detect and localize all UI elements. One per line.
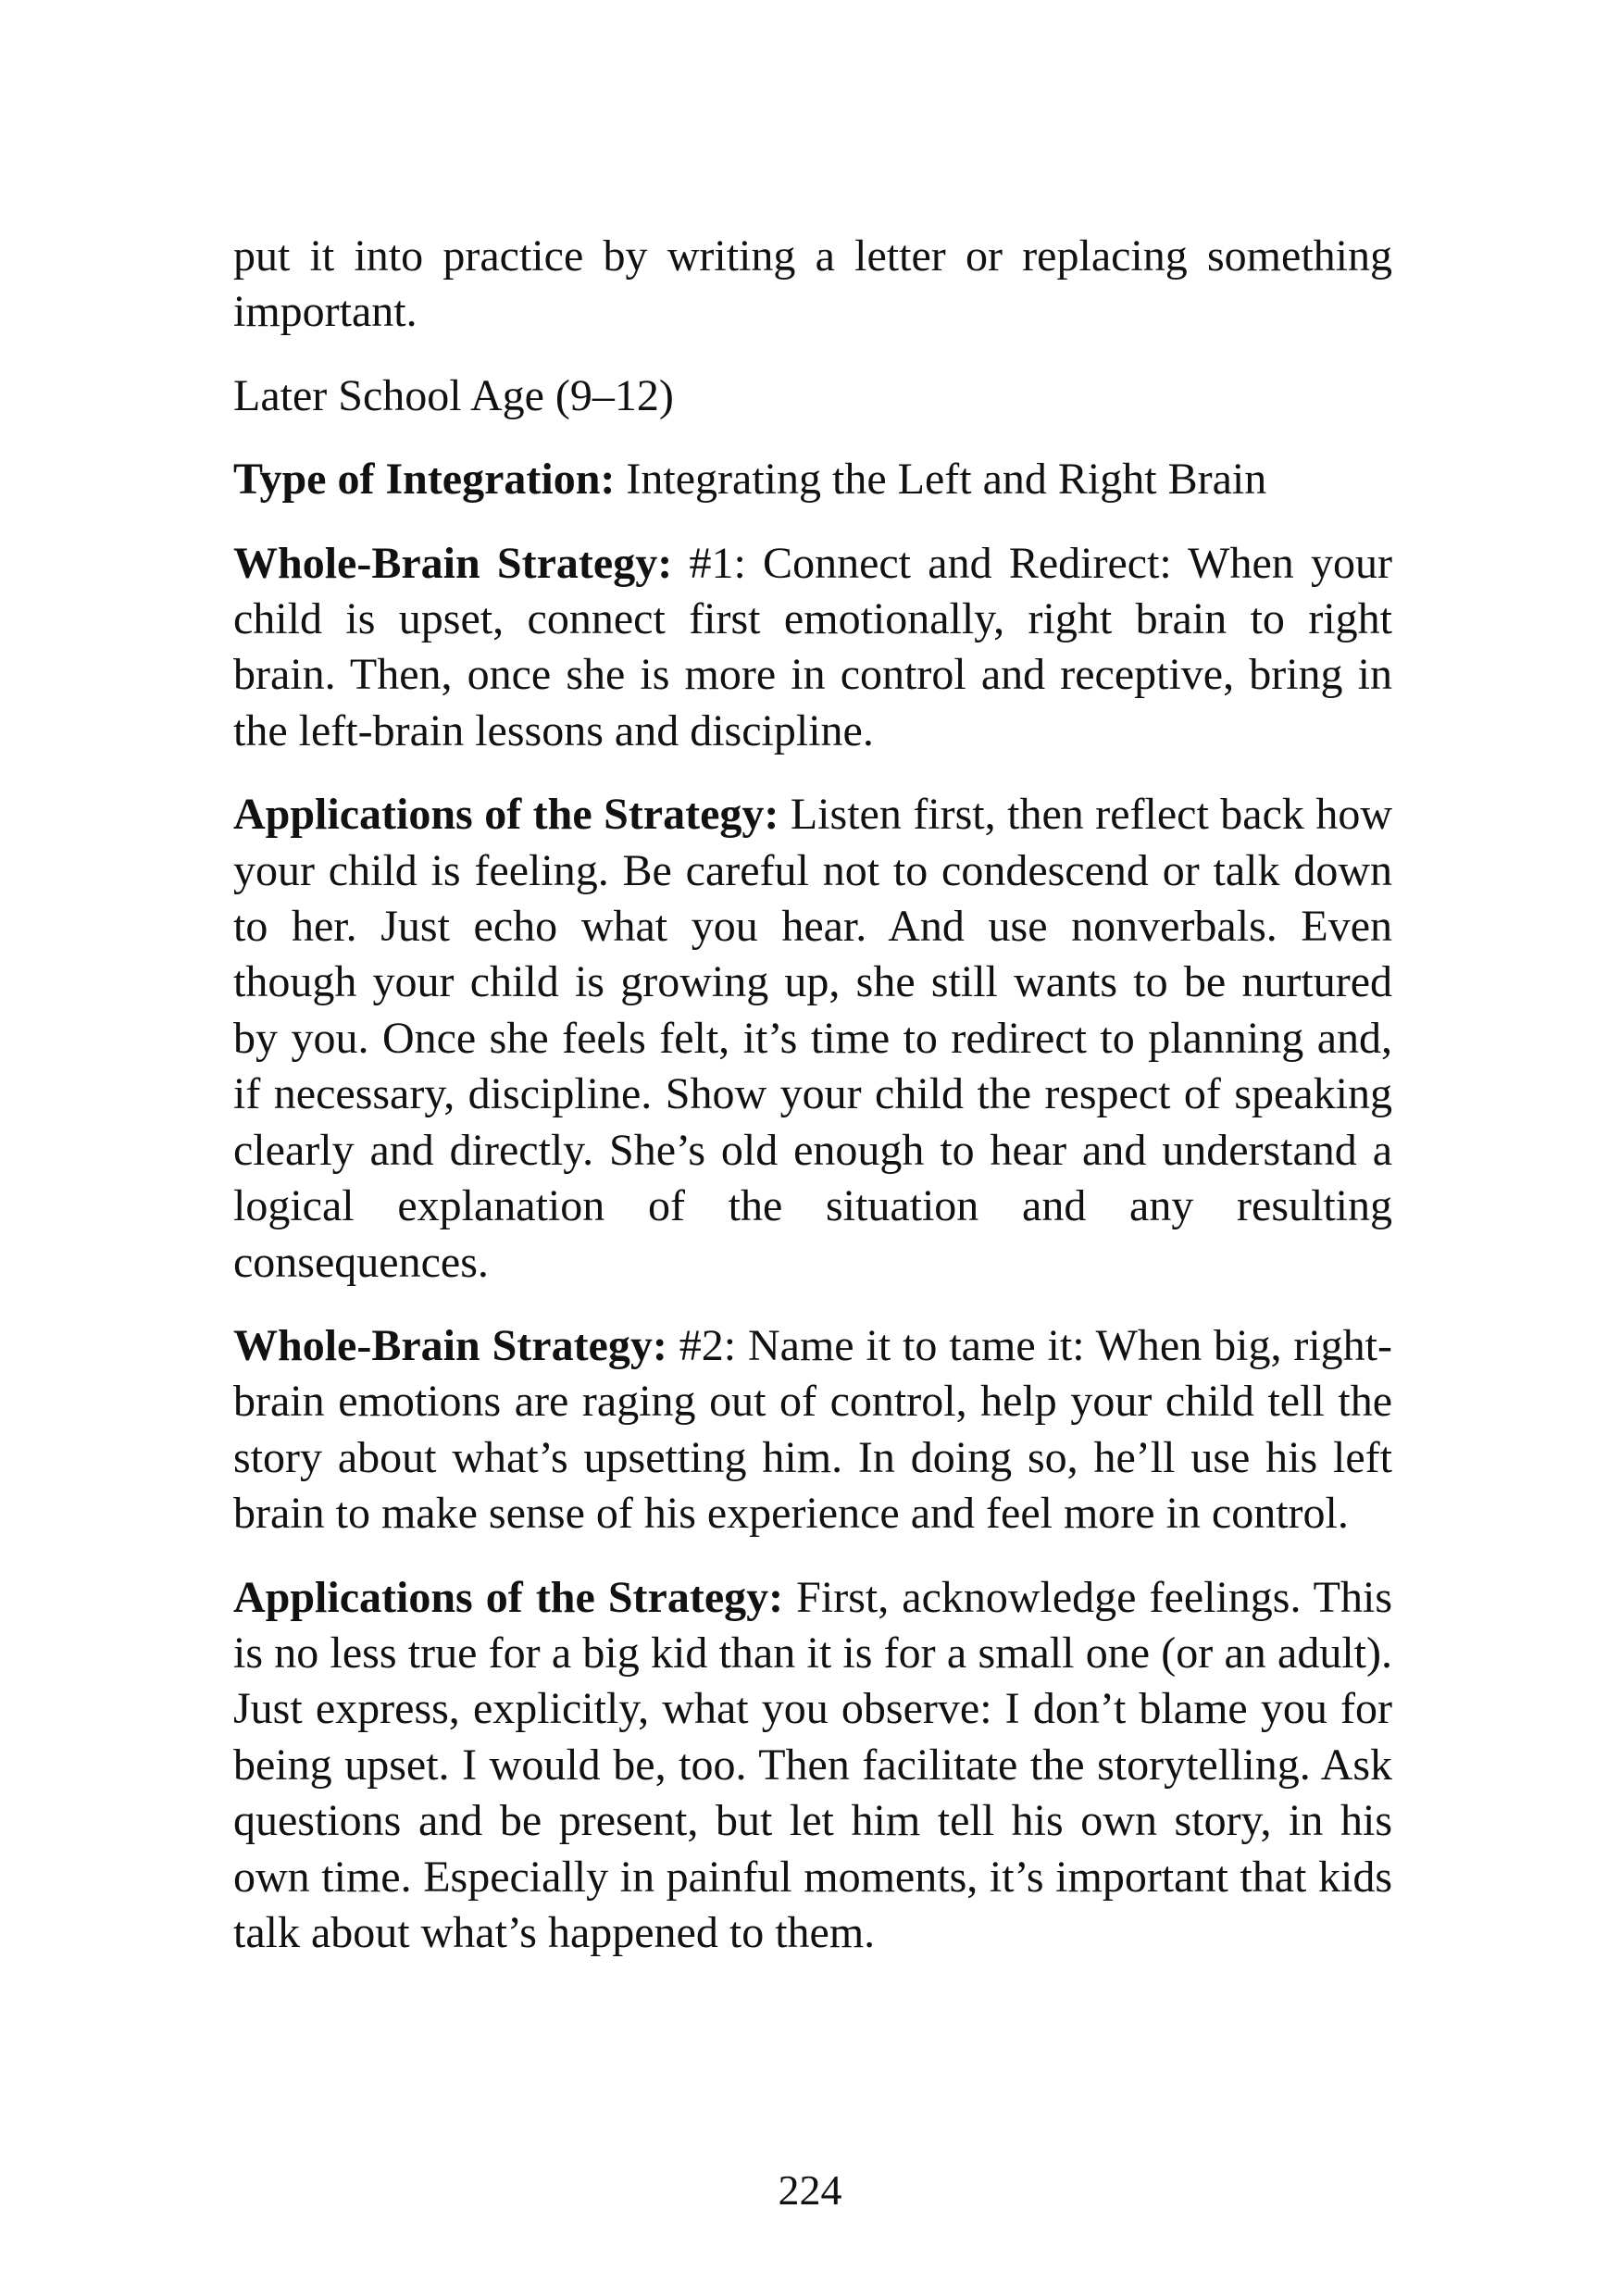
paragraph-text: Integrating the Left and Right Brain (615, 455, 1267, 505)
page-body (233, 229, 1392, 1989)
paragraph-applications-1 (233, 787, 1392, 1291)
page-number: 224 (778, 2166, 842, 2214)
section-heading-later-school-age (233, 368, 1392, 424)
paragraph-whole-brain-strategy-1 (233, 536, 1392, 760)
paragraph-continuation (233, 229, 1392, 341)
paragraph-applications-2 (233, 1570, 1392, 1962)
paragraph-label: Whole-Brain Strategy: (233, 1320, 667, 1370)
paragraph-type-of-integration (233, 452, 1392, 507)
paragraph-text: First, acknowledge feelings. This is no less true for a big kid than it is for a small one (or an adult). Just express, explicitly, what you observe: I don’t blame you for being upset. I would be, too. Then facilitate the storytelling. Ask questions and be present, but let him tell his own story, in his own time. Especially in painful moments, it’s important that kids talk about what’s happened to them. (233, 1572, 1393, 1957)
paragraph-text: Later School Age (9–12) (233, 370, 674, 420)
paragraph-text: put it into practice by writing a letter or replacing something important. (233, 231, 1392, 337)
paragraph-text: #2: Name it to tame it: When big, right-brain emotions are raging out of control, help your child tell the story about what’s upsetting him. In doing so, he’ll use his left brain to make sense of his experience and feel more in control. (233, 1320, 1392, 1539)
paragraph-label: Applications of the Strategy: (233, 1572, 784, 1622)
paragraph-text: #1: Connect and Redirect: When your child is upset, connect first emotionally, right brain to right brain. Then, once she is more in control and receptive, bring in the left-brain lessons and discipline. (233, 538, 1393, 755)
paragraph-whole-brain-strategy-2 (233, 1318, 1392, 1542)
paragraph-label: Applications of the Strategy: (233, 790, 779, 840)
paragraph-text: Listen first, then reflect back how your child is feeling. Be careful not to condescend or talk down to her. Just echo what you hear. And use nonverbals. Even though your child is growing up, she still wants to be nurtured by you. Once she feels felt, it’s time to redirect to planning and, if necessary, discipline. Show your child the respect of speaking clearly and directly. She’s old enough to hear and understand a logical explanation of the situation and any resulting consequences. (233, 790, 1393, 1287)
paragraph-label: Whole-Brain Strategy: (233, 538, 673, 588)
paragraph-label: Type of Integration: (233, 455, 616, 505)
